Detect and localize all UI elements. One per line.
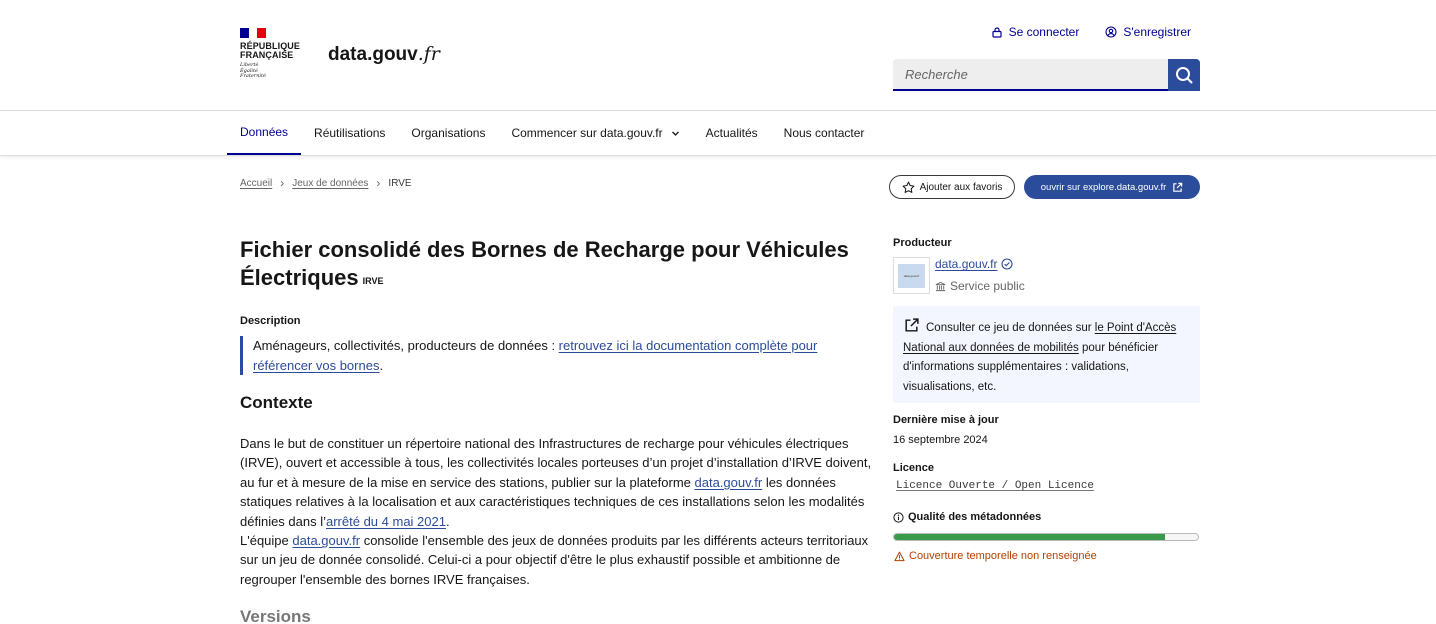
context-text-2: les données statiques relatives à la localisation et aux caractéristiques techniques de ces installations selon les modalités définies dans l’ (240, 474, 865, 529)
datagouv-link[interactable]: data.gouv.fr (694, 474, 763, 490)
nav-items (227, 111, 877, 155)
chevron-down-icon (671, 129, 680, 138)
register-label: S'enregistrer (1123, 25, 1191, 39)
login-link[interactable] (991, 25, 1080, 39)
user-icon (1105, 26, 1117, 38)
external-link-icon (1172, 182, 1183, 193)
header-links (991, 25, 1191, 39)
breadcrumb-datasets[interactable]: Jeux de données (292, 177, 369, 189)
nav-item-organisations[interactable] (398, 111, 498, 155)
register-link[interactable] (1105, 25, 1191, 39)
republic-line-2: FRANÇAISE (240, 50, 294, 60)
dataset-title-text: Fichier consolidé des Bornes de Recharge pour Véhicules Électriques (240, 237, 849, 290)
nav-item-label: Actualités (705, 126, 758, 140)
explore-label: ouvrir sur explore.data.gouv.fr (1040, 181, 1167, 193)
pan-mobilites-link[interactable]: le Point d'Accès National aux données de mobilités (903, 322, 1177, 354)
producer-label: Producteur (893, 237, 952, 249)
search-bar (893, 59, 1200, 91)
breadcrumb-current: IRVE (388, 177, 412, 189)
dataset-title (240, 236, 870, 295)
context-text-4: L'équipe (240, 533, 293, 549)
info-prefix: Consulter ce jeu de données sur (926, 322, 1095, 334)
warning-icon (894, 551, 905, 562)
motto-egalite: Égalité (240, 67, 258, 74)
description-quote (240, 336, 840, 375)
producer-type (935, 279, 1025, 293)
login-label: Se connecter (1008, 25, 1080, 39)
open-explore-button[interactable] (1024, 175, 1200, 199)
favorite-label: Ajouter aux favoris (919, 181, 1003, 193)
versions-heading: Versions (240, 607, 311, 624)
republic-line-1: RÉPUBLIQUE (240, 41, 301, 51)
licence-label: Licence (893, 462, 934, 474)
nav-item-contact[interactable] (771, 111, 878, 155)
lock-icon (991, 26, 1003, 38)
last-update-label: Dernière mise à jour (893, 414, 999, 426)
arrete-link[interactable]: arrêté du 4 mai 2021 (326, 513, 446, 529)
search-button[interactable] (1168, 59, 1200, 91)
main-nav (0, 111, 1436, 156)
metadata-quality-label[interactable] (893, 511, 1041, 523)
info-suffix: pour bénéficier d'informations supplémentaires : validations, visualisations, etc. (903, 341, 1159, 393)
chevron-right-icon: › (280, 176, 285, 190)
site-name-main: data.gouv (328, 44, 418, 65)
producer-type-label: Service public (950, 279, 1025, 293)
search-icon (1175, 66, 1193, 84)
nav-item-commencer[interactable] (498, 111, 692, 155)
external-link-icon (903, 317, 920, 334)
context-text-3: . (445, 513, 450, 529)
quality-label-text: Qualité des métadonnées (908, 511, 1042, 523)
nav-item-label: Commencer sur data.gouv.fr (511, 126, 663, 140)
quality-warning-text: Couverture temporelle non renseignée (909, 550, 1097, 562)
context-heading: Contexte (240, 393, 313, 412)
site-name[interactable] (328, 43, 440, 66)
republique-francaise-logo[interactable] (240, 28, 310, 80)
description-label: Description (240, 315, 301, 327)
metadata-quality-bar (893, 533, 1199, 541)
breadcrumb-home[interactable]: Accueil (240, 177, 273, 189)
nav-item-actualites[interactable] (693, 111, 771, 155)
dataset-acronym: IRVE (362, 276, 384, 286)
context-text-1: Dans le but de constituer un répertoire national des Infrastructures de recharge pour véhicules électriques (IRVE), ouvert et accessible à tous, les collectivités locales porteuses d’un projet d’installation d’IRVE doivent, au fur et à mesure de la mise en service des stations, publier sur la plateforme (240, 436, 872, 490)
metadata-quality-fill (894, 534, 1165, 540)
motto-fraternite: Fraternité (240, 73, 266, 79)
producer-link[interactable]: data.gouv.fr (935, 257, 998, 271)
producer-name (935, 257, 1013, 271)
nav-item-label: Organisations (411, 126, 486, 140)
government-building-icon (935, 281, 946, 292)
french-flag-icon (240, 28, 266, 38)
description-prefix: Aménageurs, collectivités, producteurs de données : (253, 338, 559, 353)
star-icon (902, 181, 915, 194)
nav-item-reutilisations[interactable] (301, 111, 398, 155)
producer-logo[interactable] (893, 257, 930, 294)
verified-icon (1001, 258, 1013, 270)
nav-item-label: Réutilisations (314, 126, 386, 140)
datagouv-link-2[interactable]: data.gouv.fr (292, 533, 361, 549)
transport-info-box (893, 306, 1200, 403)
nav-item-label: Données (240, 125, 289, 139)
add-to-favorites-button[interactable] (889, 175, 1015, 199)
licence-link[interactable]: Licence Ouverte / Open Licence (896, 480, 1095, 492)
site-header (0, 0, 1436, 111)
context-text-5: consolide l'ensemble des jeux de données produits par les différents acteurs territoriaux sur un jeu de donnée consolidé. Celui-ci a pour objectif d'être le plus exhaustif possible et ambitionne de regrouper l'ensemble des bornes IRVE françaises. (240, 533, 869, 587)
breadcrumb (240, 176, 412, 190)
search-input[interactable] (893, 59, 1168, 91)
last-update-value: 16 septembre 2024 (893, 434, 988, 446)
republic-motto (240, 63, 310, 80)
context-paragraph (240, 434, 875, 589)
nav-item-donnees[interactable] (227, 111, 301, 155)
republic-name (240, 42, 310, 60)
chevron-right-icon: › (376, 176, 381, 190)
site-name-tld: .fr (417, 43, 440, 65)
description-suffix: . (379, 357, 384, 373)
info-icon (893, 512, 904, 523)
quality-warning (894, 550, 1097, 562)
documentation-link[interactable]: retrouvez ici la documentation complète pour référencer vos bornes (253, 338, 818, 373)
motto-liberte: Liberté (240, 62, 259, 68)
producer-logo-image: data.gouv.fr (898, 264, 925, 288)
nav-item-label: Nous contacter (783, 126, 865, 140)
